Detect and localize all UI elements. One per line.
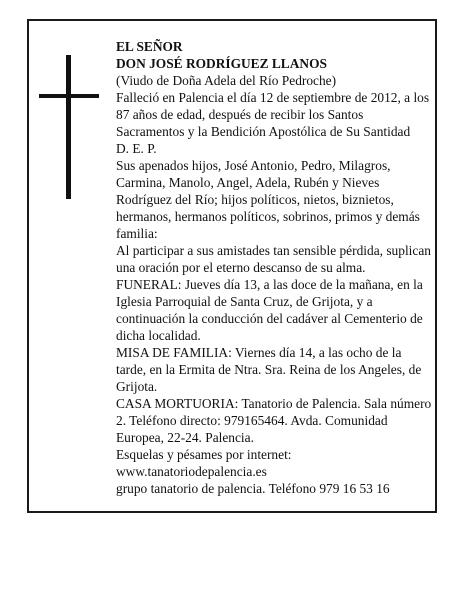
request-paragraph: Al participar a sus amistades tan sensible pérdida, suplican una oración por el eterno descanso de su alma. (116, 243, 431, 275)
notice-text (116, 38, 432, 497)
family-paragraph: Sus apenados hijos, José Antonio, Pedro, Milagros, Carmina, Manolo, Angel, Adela, Rubén y Nieves Rodríguez del Río; hijos políticos, nietos, biznietos, hermanos, hermanos políticos, sobrinos, primos y demás familia: (116, 158, 420, 241)
notice-heading-title: EL SEÑOR (116, 39, 183, 54)
notice-subtitle: (Viudo de Doña Adela del Río Pedroche) (116, 73, 337, 88)
funeral-paragraph: FUNERAL: Jueves día 13, a las doce de la mañana, en la Iglesia Parroquial de Santa Cruz, de Grijota, y a continuación la conducción del cadáver al Cementerio de dicha localidad. (116, 277, 423, 343)
cross-icon (39, 55, 99, 199)
cross-vertical-bar (66, 55, 71, 199)
obituary-notice (27, 19, 437, 513)
internet-line: Esquelas y pésames por internet: (116, 447, 292, 462)
notice-heading-name: DON JOSÉ RODRÍGUEZ LLANOS (116, 56, 327, 71)
group-line: grupo tanatorio de palencia. Teléfono 979 16 53 16 (116, 481, 390, 496)
cross-horizontal-bar (39, 94, 99, 98)
website-line: www.tanatoriodepalencia.es (116, 464, 267, 479)
funeral-home-paragraph: CASA MORTUORIA: Tanatorio de Palencia. Sala número 2. Teléfono directo: 979165464. Avda. Comunidad Europea, 22-24. Palencia. (116, 396, 432, 445)
mass-paragraph: MISA DE FAMILIA: Viernes día 14, a las ocho de la tarde, en la Ermita de Ntra. Sra. Reina de los Angeles, de Grijota. (116, 345, 422, 394)
rip-line: D. E. P. (116, 141, 157, 156)
death-paragraph: Falleció en Palencia el día 12 de septiembre de 2012, a los 87 años de edad, después de recibir los Santos Sacramentos y la Bendición Apostólica de Su Santidad (116, 90, 430, 139)
